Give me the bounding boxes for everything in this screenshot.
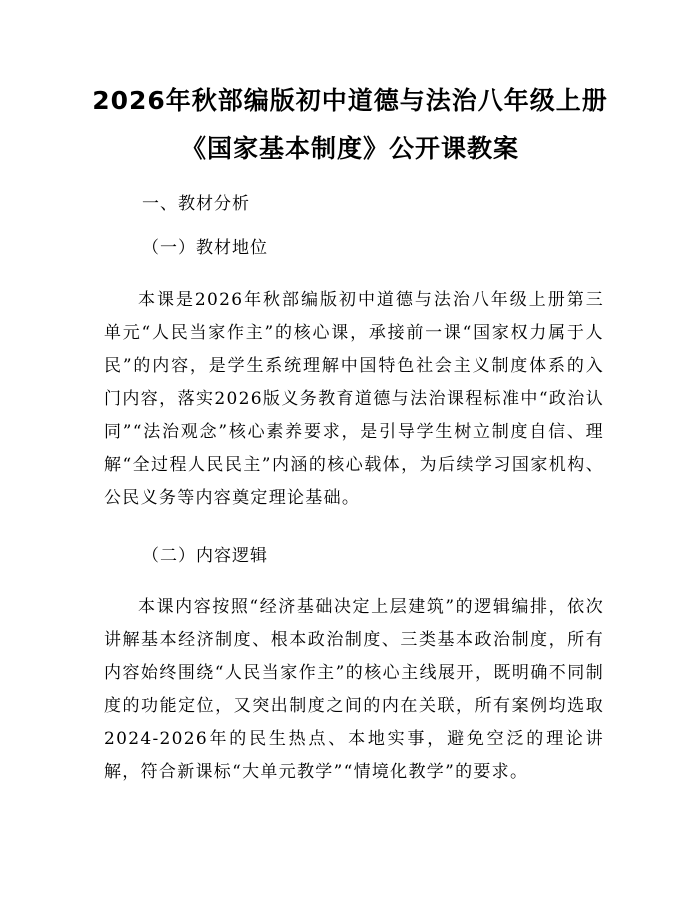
- section-heading-textbook-analysis: 一、教材分析: [142, 194, 250, 214]
- paragraph-content-logic: 本课内容按照“经济基础决定上层建筑”的逻辑编排，依次讲解基本经济制度、根本政治制度、三类基本政治制度，所有内容始终围绕“人民当家作主”的核心主线展开，既明确不同制度的功能定位，又突出制度之间的内在关联，所有案例均选取2024-2026年的民生热点、本地实事，避免空泛的理论讲解，符合新课标“大单元教学”“情境化教学”的要求。: [104, 597, 604, 782]
- subsection-heading-textbook-position: （一）教材地位: [142, 238, 268, 258]
- document-title-line-1: 2026年秋部编版初中道德与法治八年级上册: [92, 86, 608, 115]
- document-title-line-2: 《国家基本制度》公开课教案: [180, 134, 519, 163]
- paragraph-textbook-position: 本课是2026年秋部编版初中道德与法治八年级上册第三单元“人民当家作主”的核心课，承接前一课“国家权力属于人民”的内容，是学生系统理解中国特色社会主义制度体系的入门内容，落实2026版义务教育道德与法治课程标准中“政治认同”“法治观念”核心素养要求，是引导学生树立制度自信、理解“全过程人民民主”内涵的核心载体，为后续学习国家机构、公民义务等内容奠定理论基础。: [104, 290, 604, 508]
- subsection-heading-content-logic: （二）内容逻辑: [142, 546, 268, 566]
